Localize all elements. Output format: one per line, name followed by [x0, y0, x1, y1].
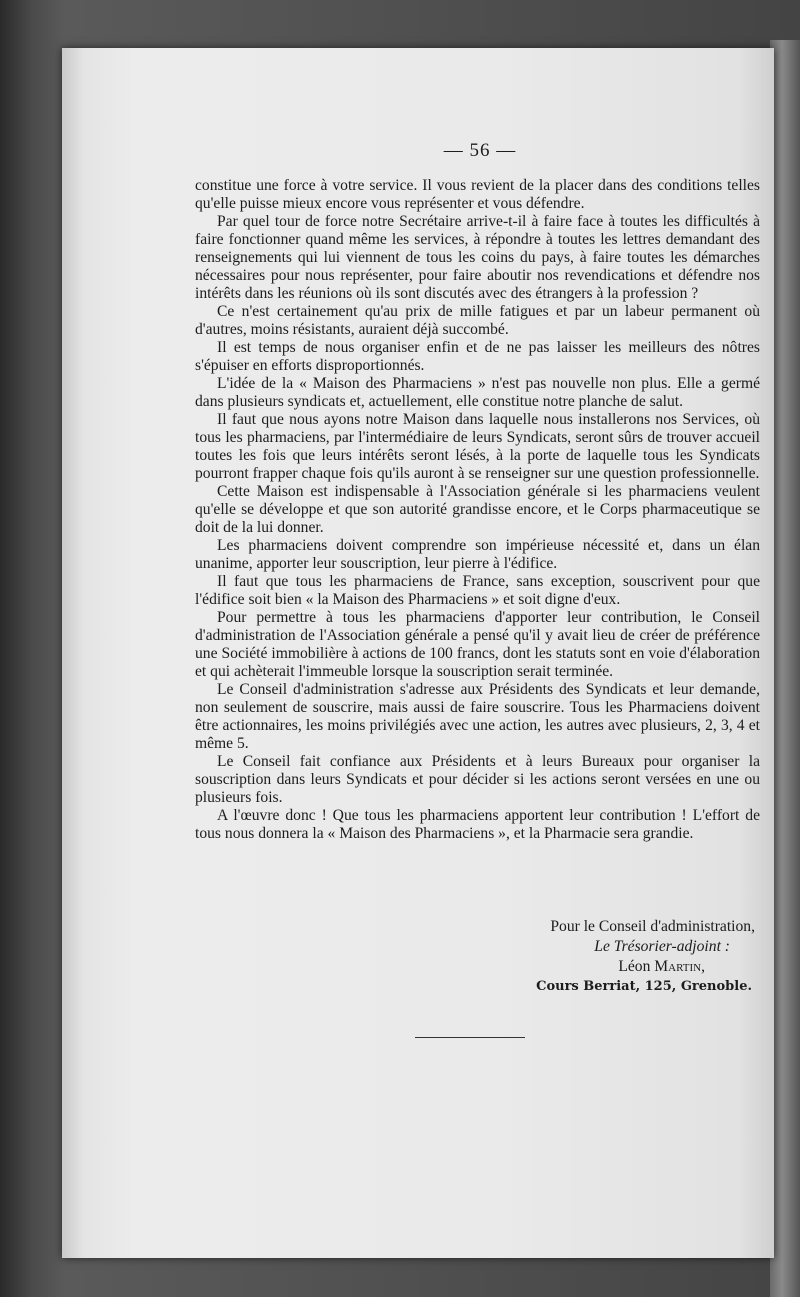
paragraph: Par quel tour de force notre Secrétaire arrive-t-il à faire face à toutes les difficultés à faire fonctionner quand même les services, à répondre à toutes les lettres demandant des renseignements qui lui viennent de tous les coins du pays, à faire toutes les démarches nécessaires pour nous représenter, pour faire aboutir nos revendications et défendre nos intérêts dans les réunions où ils sont discutés avec des étrangers à la profession ? [195, 213, 760, 302]
paragraph: Ce n'est certainement qu'au prix de mille fatigues et par un labeur permanent où d'autres, moins résistants, auraient déjà succombé. [195, 303, 760, 338]
signature-last-name: Martin, [654, 958, 705, 975]
signature-first-name: Léon [618, 958, 655, 975]
paragraph: Il faut que nous ayons notre Maison dans laquelle nous installerons nos Services, où tous les pharmaciens, par l'intermédiaire de leurs Syndicats, seront sûrs de trouver accueil toutes les fois que leurs intérêts seront lésés, à la porte de laquelle tous les Syndicats pourront frapper chaque fois qu'ils auront à se renseigner sur une question professionnelle. [195, 411, 760, 482]
page-number: — 56 — [443, 140, 517, 161]
book-edge [770, 40, 800, 1297]
signature-address: Cours Berriat, 125, Grenoble. [536, 979, 752, 994]
paragraph: Le Conseil fait confiance aux Présidents et à leurs Bureaux pour organiser la souscription dans leurs Syndicats et pour décider si les actions seront versées en une ou plusieurs fois. [195, 753, 760, 806]
paragraph: Il faut que tous les pharmaciens de France, sans exception, souscrivent pour que l'édifice soit bien « la Maison des Pharmaciens » et soit digne d'eux. [195, 573, 760, 608]
paragraph: Le Conseil d'administration s'adresse aux Présidents des Syndicats et leur demande, non seulement de souscrire, mais aussi de faire souscrire. Tous les Pharmaciens doivent être actionnaires, les moins privilégiés avec une action, les autres avec plusieurs, 2, 3, 4 et même 5. [195, 681, 760, 752]
paragraph: Les pharmaciens doivent comprendre son impérieuse nécessité et, dans un élan unanime, apporter leur souscription, leur pierre à l'édifice. [195, 537, 760, 572]
paragraph: A l'œuvre donc ! Que tous les pharmaciens apportent leur contribution ! L'effort de tous nous donnera la « Maison des Pharmaciens », et la Pharmacie sera grandie. [195, 807, 760, 842]
signature-org: Pour le Conseil d'administration, [550, 918, 755, 935]
document-body [195, 177, 760, 843]
signature-name [195, 957, 760, 977]
paragraph: Cette Maison est indispensable à l'Association générale si les pharmaciens veulent qu'elle se développe et que son autorité grandisse encore, et le Corps pharmaceutique se doit de la lui donner. [195, 483, 760, 536]
signature-title: Le Trésorier-adjoint : [594, 938, 730, 955]
signature-block [195, 917, 760, 997]
closing-rule [415, 1037, 525, 1038]
paragraph: constitue une force à votre service. Il vous revient de la placer dans des conditions telles qu'elle puisse mieux encore vous représenter et vous défendre. [195, 177, 760, 212]
paragraph: Il est temps de nous organiser enfin et de ne pas laisser les meilleurs des nôtres s'épuiser en efforts disproportionnés. [195, 339, 760, 374]
paragraph: Pour permettre à tous les pharmaciens d'apporter leur contribution, le Conseil d'administration de l'Association générale a pensé qu'il y avait lieu de créer de préférence une Société immobilière à actions de 100 francs, dont les statuts sont en voie d'élaboration et qui achèterait l'immeuble lorsque la souscription serait terminée. [195, 609, 760, 680]
paragraph: L'idée de la « Maison des Pharmaciens » n'est pas nouvelle non plus. Elle a germé dans plusieurs syndicats et, actuellement, elle constitue notre planche de salut. [195, 375, 760, 410]
